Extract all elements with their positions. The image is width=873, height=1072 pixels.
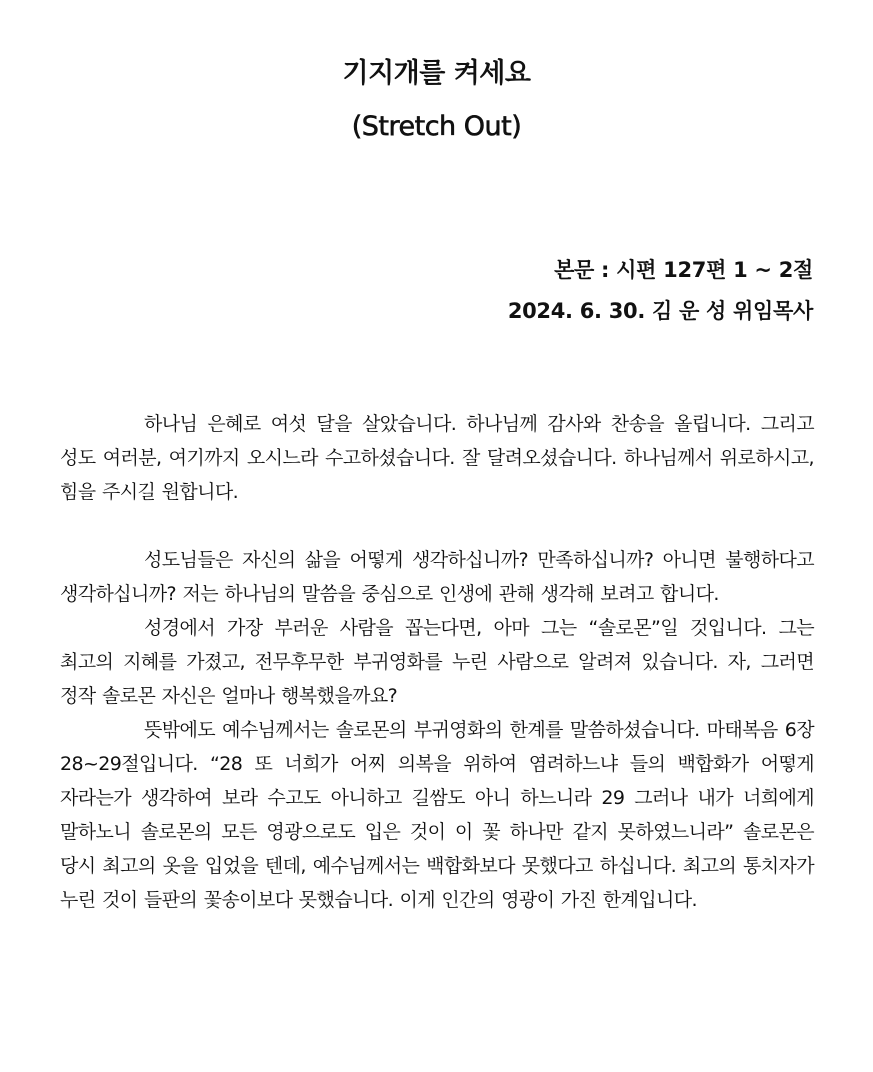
sermon-title: 기지개를 켜세요 [342,58,531,89]
paragraph-gap [60,509,814,543]
paragraph: 성경에서 가장 부러운 사람을 꼽는다면, 아마 그는 “솔로몬”일 것입니다. 그는 최고의 지혜를 가졌고, 전무후무한 부귀영화를 누린 사람으로 알려져 있습니다. 자, 그러면 정작 솔로몬 자신은 얼마나 행복했을까요? [60,617,814,707]
paragraph: 뜻밖에도 예수님께서는 솔로몬의 부귀영화의 한계를 말씀하셨습니다. 마태복음 6장 28~29절입니다. “28 또 너희가 어찌 의복을 위하여 염려하느냐 들의 백합화가 어떻게 자라는가 생각하여 보라 수고도 아니하고 길쌈도 아니 하느니라 29 그러나 내가 너희에게 말하노니 솔로몬의 모든 영광으로도 입은 것이 이 꽃 하나만 같지 못하였느니라” 솔로몬은 당시 최고의 옷을 입었을 텐데, 예수님께서는 백합화보다 못했다고 하십니다. 최고의 통치자가 누린 것이 들판의 꽃송이보다 못했습니다. 이게 인간의 영광이 가진 한계입니다. [60,719,814,911]
paragraph: 하나님 은혜로 여섯 달을 살았습니다. 하나님께 감사와 찬송을 올립니다. 그리고 성도 여러분, 여기까지 오시느라 수고하셨습니다. 잘 달려오셨습니다. 하나님께서 위로하시고, 힘을 주시길 원합니다. [60,413,814,503]
sermon-subtitle: (Stretch Out) [351,111,522,142]
scripture-reference: 본문 : 시편 127편 1 ~ 2절 [554,258,813,282]
sermon-body [60,407,814,917]
date-author: 2024. 6. 30. 김 운 성 위임목사 [507,299,813,323]
paragraph: 성도님들은 자신의 삶을 어떻게 생각하십니까? 만족하십니까? 아니면 불행하다고 생각하십니까? 저는 하나님의 말씀을 중심으로 인생에 관해 생각해 보려고 합니다. [60,549,814,605]
